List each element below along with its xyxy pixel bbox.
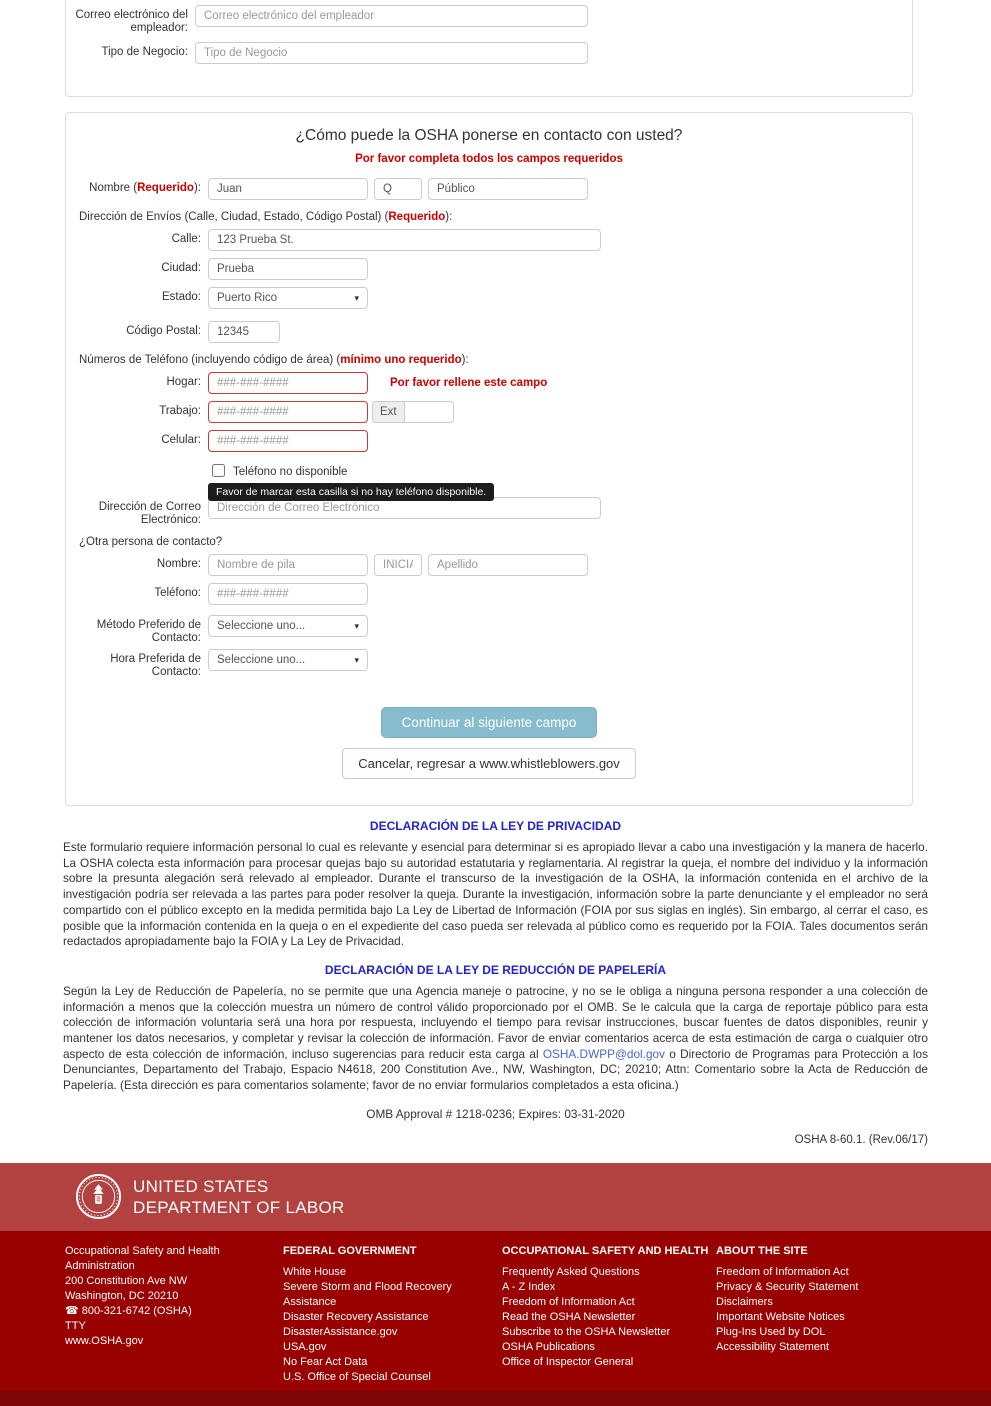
first-name-input[interactable] — [208, 178, 368, 200]
federal-gov-heading: FEDERAL GOVERNMENT — [283, 1244, 417, 1257]
footer-link[interactable]: Privacy & Security Statement — [716, 1280, 859, 1293]
contact-time-label: Hora Preferida de Contacto: — [110, 653, 201, 678]
zip-input[interactable] — [208, 321, 280, 343]
footer-link[interactable]: Disaster Recovery Assistance — [283, 1310, 429, 1323]
footer-osh-column — [502, 1244, 716, 1385]
contact-method-value: Seleccione uno... — [217, 620, 306, 632]
phone-icon: ☎ — [65, 1304, 79, 1317]
street-label: Calle: — [171, 233, 201, 245]
omb-approval-text: OMB Approval # 1218-0236; Expires: 03-31-2020 — [366, 1106, 625, 1121]
footer-link[interactable]: Severe Storm and Flood Recovery Assistance — [283, 1280, 452, 1308]
agency-tty-link[interactable]: TTY — [65, 1319, 86, 1332]
about-site-heading: ABOUT THE SITE — [716, 1244, 808, 1257]
footer-link[interactable]: Office of Inspector General — [502, 1355, 634, 1368]
other-first-name-input[interactable] — [208, 554, 368, 576]
agency-name: Occupational Safety and Health Administration — [65, 1244, 220, 1272]
footer-link[interactable]: OSHA Publications — [502, 1340, 595, 1353]
agency-address2: Washington, DC 20210 — [65, 1289, 179, 1302]
home-phone-error: Por favor rellene este campo — [390, 377, 548, 389]
employer-email-label: Correo electrónico del empleador: — [75, 9, 188, 34]
footer-link[interactable]: Important Website Notices — [716, 1310, 845, 1323]
paperwork-act-heading: DECLARACIÓN DE LA LEY DE REDUCCIÓN DE PAPELERÍA — [324, 962, 667, 977]
dol-seal-icon — [75, 1173, 122, 1220]
continue-button[interactable]: Continuar al siguiente campo — [381, 707, 598, 738]
business-type-input[interactable] — [195, 42, 588, 64]
contact-method-label: Método Preferido de Contacto: — [96, 619, 201, 644]
osh-heading: OCCUPATIONAL SAFETY AND HEALTH — [502, 1244, 709, 1257]
footer-link[interactable]: U.S. Office of Special Counsel — [283, 1370, 431, 1383]
other-last-name-input[interactable] — [428, 554, 588, 576]
middle-initial-input[interactable] — [374, 178, 422, 200]
agency-address1: 200 Constitution Ave NW — [65, 1274, 188, 1287]
footer-link[interactable]: Subscribe to the OSHA Newsletter — [502, 1325, 671, 1338]
other-phone-label: Teléfono: — [154, 587, 201, 599]
declarations-section — [63, 819, 928, 1121]
chevron-down-icon: ▾ — [354, 620, 359, 631]
no-phone-checkbox[interactable] — [212, 464, 225, 477]
name-label: Nombre (Requerido): — [89, 182, 201, 194]
contact-time-value: Seleccione uno... — [217, 654, 306, 666]
other-name-label: Nombre: — [156, 558, 201, 570]
other-phone-input[interactable] — [208, 583, 368, 605]
contact-panel — [65, 112, 913, 806]
work-ext-input[interactable] — [404, 401, 454, 423]
footer-link[interactable]: Freedom of Information Act — [716, 1265, 849, 1278]
other-contact-label: ¿Otra persona de contacto? — [79, 536, 223, 548]
paperwork-act-text: Según la Ley de Reducción de Papelería, no se permite que una Agencia maneje o patrocine, y no se le obliga a ninguna persona responder a una colección de información a menos que la colección muestra un número de control válido proporcionado por el OMB. Se le calcula que la carga de reportaje público para esta colección de información voluntaria será una hora por respuesta, incluyendo el tiempo para revisar instrucciones, buscar fuentes de datos disponibles, reunir y mantener los datos necesarios, y completar y revisar la colección de información. Favor de enviar comentarios acerca de esta estimación de carga o cualquier otro aspecto de esta colección de información, incluso sugerencias para reducir esta carga al OSHA.DWPP@dol.gov o Directorio de Programas para Protección a los Denunciantes, Departamento del Trabajo, Espacio N4618, 200 Constitution Ave., NW, Washington, DC; 20210; Attn: Comentario sobre la Acta de Reducción de Papelería. (Esta dirección es para comentarios solamente; favor de no enviar formularios completados a esta oficina.) — [63, 983, 928, 1093]
ext-addon-label: Ext — [372, 401, 404, 423]
footer-link[interactable]: White House — [283, 1265, 346, 1278]
required-notice: Por favor completa todos los campos requeridos — [355, 153, 623, 165]
cell-phone-label: Celular: — [161, 434, 201, 446]
other-initial-input[interactable] — [374, 554, 422, 576]
cell-phone-input[interactable] — [208, 430, 368, 452]
footer-link[interactable]: Plug-Ins Used by DOL — [716, 1325, 826, 1338]
state-label: Estado: — [162, 291, 201, 303]
dol-banner-title: UNITED STATES DEPARTMENT OF LABOR — [133, 1176, 345, 1217]
footer-link[interactable]: Frequently Asked Questions — [502, 1265, 640, 1278]
page-footer — [0, 1231, 991, 1391]
footer-link[interactable]: Accessibility Statement — [716, 1340, 830, 1353]
dol-banner — [0, 1163, 991, 1231]
state-select-value: Puerto Rico — [217, 292, 278, 304]
footer-link[interactable]: Disclaimers — [716, 1295, 773, 1308]
employer-email-input[interactable] — [195, 5, 588, 27]
chevron-down-icon: ▾ — [354, 292, 359, 303]
contact-time-select[interactable] — [208, 649, 368, 671]
footer-link[interactable]: DisasterAssistance.gov — [283, 1325, 398, 1338]
footer-about-column — [716, 1244, 913, 1385]
privacy-act-text: Este formulario requiere información personal lo cual es relevante y esencial para determinar si es apropiado llevar a cabo una investigación y la manera de hacerlo. La OSHA colecta esta información para procesar quejas bajo su autoridad estatutaria y reglamentaria. Al registrar la queja, el nombre del individuo y la información sobre la presunta alegación será relevado al empleador. Durante el transcurso de la investigación de la OSHA, la información contenida en el archivo de la investigación podría ser relevada a las partes para poder resolver la queja. Durante la investigación, información sobre la parte denunciante y el empleador no será compartido con el público excepto en la medida permitida bajo La Ley de Libertad de Información (FOIA por sus siglas en inglés). Sin embargo, al cerrar el caso, es posible que la información contenida en la queja o en el expediente del caso pueda ser relevada al público como es requerido por la FOIA. Tales documentos serán redactados apropiadamente bajo la FOIA y La Ley de Privacidad. — [63, 840, 928, 949]
home-phone-label: Hogar: — [166, 376, 201, 388]
form-number-text: OSHA 8-60.1. (Rev.06/17) — [794, 1133, 928, 1146]
agency-phone-link[interactable]: 800-321-6742 (OSHA) — [81, 1304, 192, 1317]
no-phone-tooltip: Favor de marcar esta casilla si no hay teléfono disponible. — [208, 483, 494, 501]
privacy-act-heading: DECLARACIÓN DE LA LEY DE PRIVACIDAD — [369, 819, 622, 833]
address-section-label: Dirección de Envíos (Calle, Ciudad, Estado, Código Postal) (Requerido): — [79, 211, 453, 223]
zip-label: Código Postal: — [126, 325, 201, 337]
work-phone-input[interactable] — [208, 401, 368, 423]
last-name-input[interactable] — [428, 178, 588, 200]
agency-site-link[interactable]: www.OSHA.gov — [65, 1334, 144, 1347]
footer-link[interactable]: No Fear Act Data — [283, 1355, 368, 1368]
no-phone-label: Teléfono no disponible — [233, 466, 348, 478]
dwpp-email-link[interactable]: OSHA.DWPP@dol.gov — [542, 1046, 665, 1061]
footer-link[interactable]: USA.gov — [283, 1340, 327, 1353]
cancel-button[interactable]: Cancelar, regresar a www.whistleblowers.gov — [342, 748, 636, 779]
footer-link[interactable]: Read the OSHA Newsletter — [502, 1310, 636, 1323]
footer-federal-column — [283, 1244, 502, 1385]
phones-section-label: Números de Teléfono (incluyendo código de área) (mínimo uno requerido): — [79, 354, 469, 366]
business-type-label: Tipo de Negocio: — [101, 46, 188, 58]
state-select[interactable] — [208, 287, 368, 309]
no-phone-row — [208, 464, 899, 498]
contact-method-select[interactable] — [208, 615, 368, 637]
city-label: Ciudad: — [161, 262, 201, 274]
email-label: Dirección de Correo Electrónico: — [98, 501, 201, 526]
street-input[interactable] — [208, 229, 601, 251]
footer-agency-column — [65, 1244, 283, 1385]
work-phone-label: Trabajo: — [159, 405, 201, 417]
footer-link[interactable]: A - Z Index — [502, 1280, 556, 1293]
city-input[interactable] — [208, 258, 368, 280]
footer-bottom-strip — [0, 1391, 991, 1406]
employer-info-panel — [65, 0, 913, 97]
chevron-down-icon: ▾ — [354, 654, 359, 665]
panel-title: ¿Cómo puede la OSHA ponerse en contacto con usted? — [295, 127, 683, 144]
home-phone-input[interactable] — [208, 372, 368, 394]
footer-link[interactable]: Freedom of Information Act — [502, 1295, 635, 1308]
